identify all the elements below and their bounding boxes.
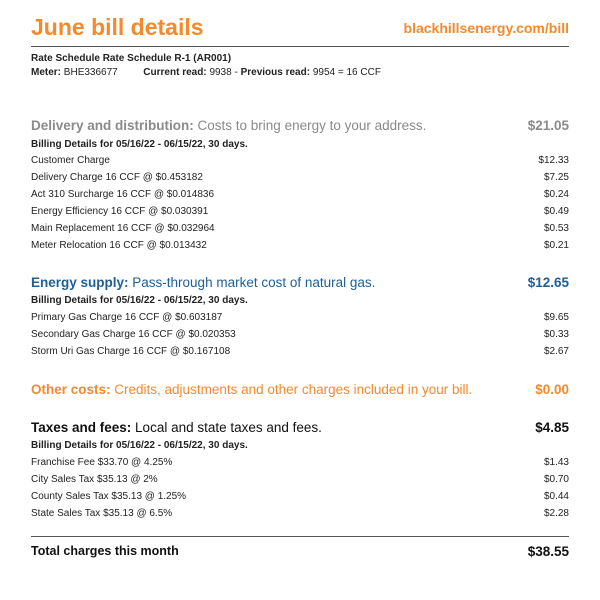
previous-read-value: 9954 = 16 CCF <box>312 67 381 78</box>
line-item <box>31 474 569 485</box>
line-item-label: City Sales Tax $35.13 @ 2% <box>31 474 158 485</box>
taxes-section-header <box>31 420 569 435</box>
delivery-billing-period: Billing Details for 05/16/22 - 06/15/22, 30 days. <box>31 139 248 150</box>
other-costs-description: Credits, adjustments and other charges included in your bill. <box>110 382 473 397</box>
line-item <box>31 172 569 183</box>
delivery-section-header <box>31 118 569 133</box>
line-item-amount: $0.33 <box>543 329 569 340</box>
line-item-amount: $7.25 <box>543 172 569 183</box>
line-item-label: Act 310 Surcharge 16 CCF @ $0.014836 <box>31 189 215 200</box>
bill-header <box>31 14 569 47</box>
delivery-description: Costs to bring energy to your address. <box>193 118 427 133</box>
taxes-amount: $4.85 <box>535 420 569 435</box>
taxes-description: Local and state taxes and fees. <box>131 420 322 435</box>
line-item <box>31 312 569 323</box>
line-item <box>31 508 569 519</box>
total-divider <box>31 536 569 537</box>
other-costs-amount: $0.00 <box>535 382 569 397</box>
line-item-label: Customer Charge <box>31 155 110 166</box>
line-item <box>31 491 569 502</box>
total-row <box>31 544 569 558</box>
total-amount: $38.55 <box>527 544 569 559</box>
line-item-label: Storm Uri Gas Charge 16 CCF @ $0.167108 <box>31 346 231 357</box>
previous-read-label: Previous read: <box>240 67 311 78</box>
line-item <box>31 155 569 166</box>
line-item-label: Delivery Charge 16 CCF @ $0.453182 <box>31 172 203 183</box>
meter-line <box>31 67 381 78</box>
line-item <box>31 240 569 251</box>
line-item-label: Energy Efficiency 16 CCF @ $0.030391 <box>31 206 209 217</box>
other-costs-section-header <box>31 382 569 397</box>
website-link[interactable]: blackhillsenergy.com/bill <box>403 20 569 36</box>
line-item <box>31 189 569 200</box>
taxes-billing-period: Billing Details for 05/16/22 - 06/15/22, 30 days. <box>31 440 248 451</box>
line-item-amount: $0.44 <box>543 491 569 502</box>
supply-label: Energy supply: <box>31 275 129 290</box>
delivery-label: Delivery and distribution: <box>31 118 194 133</box>
line-item-amount: $0.21 <box>543 240 569 251</box>
line-item-amount: $2.67 <box>543 346 569 357</box>
line-item-label: Franchise Fee $33.70 @ 4.25% <box>31 457 173 468</box>
line-item-label: State Sales Tax $35.13 @ 6.5% <box>31 508 173 519</box>
rate-schedule: Rate Schedule Rate Schedule R-1 (AR001) <box>31 53 232 64</box>
line-item <box>31 223 569 234</box>
line-item-label: Meter Relocation 16 CCF @ $0.013432 <box>31 240 207 251</box>
line-item <box>31 329 569 340</box>
line-item-amount: $0.70 <box>543 474 569 485</box>
line-item-label: Secondary Gas Charge 16 CCF @ $0.020353 <box>31 329 236 340</box>
meter-value: BHE336677 <box>63 67 118 78</box>
line-item-amount: $12.33 <box>538 155 569 166</box>
line-item-label: County Sales Tax $35.13 @ 1.25% <box>31 491 187 502</box>
line-item <box>31 457 569 468</box>
taxes-label: Taxes and fees: <box>31 420 132 435</box>
delivery-amount: $21.05 <box>527 118 569 133</box>
line-item-amount: $0.53 <box>543 223 569 234</box>
page-title: June bill details <box>31 14 204 40</box>
line-item-label: Main Replacement 16 CCF @ $0.032964 <box>31 223 215 234</box>
line-item-amount: $2.28 <box>543 508 569 519</box>
line-item-label: Primary Gas Charge 16 CCF @ $0.603187 <box>31 312 223 323</box>
total-label: Total charges this month <box>31 544 179 558</box>
supply-section-header <box>31 275 569 290</box>
supply-billing-period: Billing Details for 05/16/22 - 06/15/22, 30 days. <box>31 295 248 306</box>
line-item <box>31 346 569 357</box>
line-item-amount: $9.65 <box>543 312 569 323</box>
line-item-amount: $0.24 <box>543 189 569 200</box>
supply-description: Pass-through market cost of natural gas. <box>128 275 376 290</box>
current-read-label: Current read: <box>143 67 207 78</box>
current-read-value: 9938 - <box>209 67 238 78</box>
line-item-amount: $0.49 <box>543 206 569 217</box>
meter-label: Meter: <box>31 67 62 78</box>
supply-amount: $12.65 <box>527 275 569 290</box>
other-costs-label: Other costs: <box>31 382 111 397</box>
line-item-amount: $1.43 <box>543 457 569 468</box>
line-item <box>31 206 569 217</box>
